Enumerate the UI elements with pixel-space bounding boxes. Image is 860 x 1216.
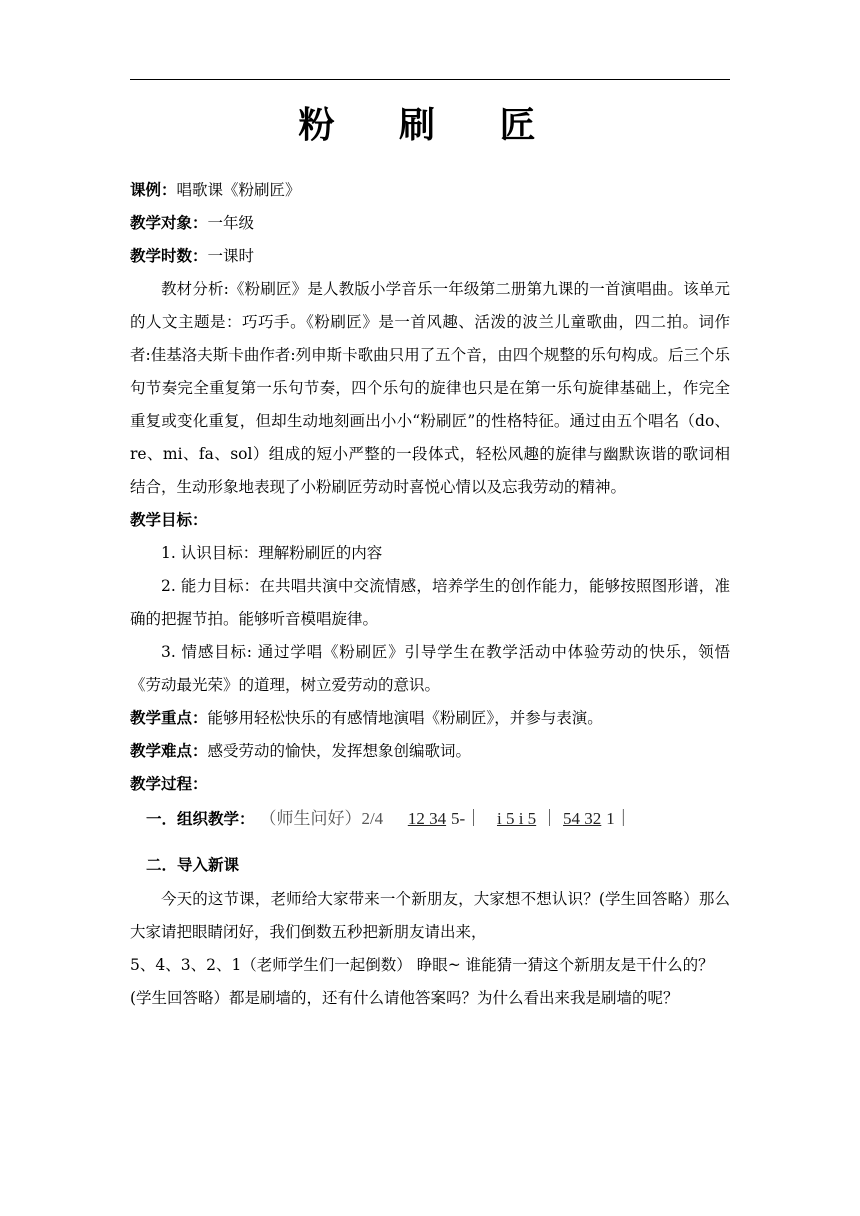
- notation-group: 5-｜: [451, 809, 483, 828]
- document-body: [130, 174, 730, 1015]
- field-hours: [130, 240, 730, 273]
- process-paragraph: 今天的这节课，老师给大家带来一个新朋友，大家想不想认识？(学生回答略）那么大家请把眼睛闭好，我们倒数五秒把新朋友请出来，: [130, 890, 730, 941]
- step-label: 一．组织教学：: [146, 810, 255, 828]
- difficulty: [130, 735, 730, 768]
- key-point-value: 能够用轻松快乐的有感情地演唱《粉刷匠》，并参与表演。: [207, 709, 603, 727]
- field-target: [130, 207, 730, 240]
- process-paragraph: (学生回答略）都是刷墙的，还有什么请他答案吗？为什么看出来我是刷墙的呢？: [130, 989, 679, 1007]
- step-introduce: [130, 847, 730, 883]
- notation-group: i 5 i 5: [496, 809, 537, 828]
- key-point: [130, 702, 730, 735]
- difficulty-label: 教学难点：: [130, 742, 208, 760]
- notation-group: 54 32: [563, 809, 602, 828]
- step-label: 二．导入新课: [146, 856, 240, 874]
- field-value: 一年级: [207, 214, 255, 232]
- field-value: 唱歌课《粉刷匠》: [176, 181, 301, 199]
- process-paragraph: 5、4、3、2、1（老师学生们一起倒数） 睁眼~ 谁能猜一猜这个新朋友是干什么的？: [130, 956, 714, 974]
- goals-heading: 教学目标：: [130, 511, 208, 529]
- field-label: 教学对象：: [130, 214, 208, 232]
- field-label: 课例：: [130, 181, 177, 199]
- notation-group: 1｜: [606, 809, 632, 828]
- difficulty-value: 感受劳动的愉快，发挥想象创编歌词。: [207, 742, 472, 760]
- notation-bar: ｜: [541, 809, 559, 828]
- step-organize: [130, 801, 730, 837]
- goal-item: 2. 能力目标：在共唱共演中交流情感，培养学生的创作能力，能够按照图形谱，准确的把握节拍。能够听音模唱旋律。: [130, 577, 730, 628]
- field-value: 一课时: [207, 247, 255, 265]
- key-point-label: 教学重点：: [130, 709, 208, 727]
- document-title: 粉 刷 匠: [298, 105, 562, 146]
- goal-item: 3. 情感目标: 通过学唱《粉刷匠》引导学生在教学活动中体验劳动的快乐，领悟《劳动最光荣》的道理，树立爱劳动的意识。: [130, 643, 730, 694]
- notation-group: 12 34: [407, 809, 447, 828]
- goal-item: 1. 认识目标：理解粉刷匠的内容: [161, 544, 383, 562]
- greeting-note: （师生问好）2/4: [259, 809, 384, 828]
- field-lesson: [130, 174, 730, 207]
- process-heading: 教学过程：: [130, 775, 208, 793]
- field-label: 教学时数：: [130, 247, 208, 265]
- header-rule: [130, 79, 730, 80]
- analysis-paragraph: 教材分析:《粉刷匠》是人教版小学音乐一年级第二册第九课的一首演唱曲。该单元的人文主题是：巧巧手。《粉刷匠》是一首风趣、活泼的波兰儿童歌曲，四二拍。词作者:佳基洛夫斯卡曲作者:列申斯卡歌曲只用了五个音，由四个规整的乐句构成。后三个乐句节奏完全重复第一乐句节奏，四个乐句的旋律也只是在第一乐句旋律基础上，作完全重复或变化重复，但却生动地刻画出小小“粉刷匠”的性格特征。通过由五个唱名（do、re、mi、fa、sol）组成的短小严整的一段体式，轻松风趣的旋律与幽默诙谐的歌词相结合，生动形象地表现了小粉刷匠劳动时喜悦心情以及忘我劳动的精神。: [130, 280, 730, 496]
